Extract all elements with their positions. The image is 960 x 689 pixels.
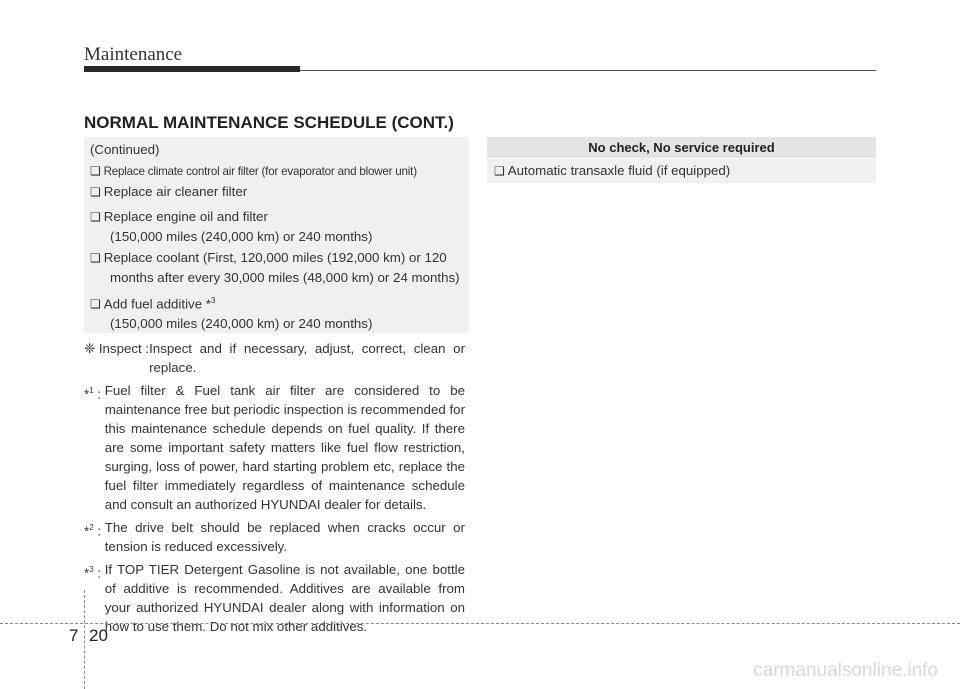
footnotes — [84, 339, 465, 640]
checkbox-icon: ❑ — [90, 210, 101, 224]
footnote-3: *$^3$ : If TOP TIER Detergent Gasoline is not available, one bottle of additive is recommended. Additives are available from your authorized HYUNDAI dealer along with information on how to use them. Do not mix other additives. — [84, 562, 465, 634]
service-item: ❑ Replace coolant (First, 120,000 miles (192,000 km) or 120 months after every 30,000 miles (48,000 km) or 24 months) — [90, 250, 460, 285]
footer-horizontal-rule — [0, 623, 960, 624]
header-rule — [300, 70, 876, 71]
footnote-inspect: ❈ Inspect : Inspect and if necessary, adjust, correct, clean or replace. — [84, 341, 465, 375]
checkbox-icon: ❑ — [90, 164, 101, 178]
section-title: NORMAL MAINTENANCE SCHEDULE (CONT.) — [84, 113, 454, 132]
header-bar — [84, 66, 300, 72]
continued-label: (Continued) — [90, 142, 160, 157]
service-item: ❑ Add fuel additive *$^3$ (150,000 miles (240,000 km) or 240 months) — [90, 296, 373, 332]
header-title: Maintenance — [84, 44, 183, 65]
service-item: ❑ Replace climate control air filter (for evaporator and blower unit) — [90, 164, 417, 178]
no-service-box — [487, 137, 876, 183]
chapter-number: 7 — [69, 626, 79, 645]
service-box — [84, 137, 469, 333]
checkbox-icon: ❑ — [494, 164, 505, 178]
service-item: ❑ Replace air cleaner filter — [90, 184, 248, 199]
service-item: ❑ Replace engine oil and filter (150,000 miles (240,000 km) or 240 months) — [90, 209, 373, 244]
footer-vertical-rule — [84, 590, 85, 689]
checkbox-icon: ❑ — [90, 297, 101, 312]
watermark: carmanualsonline.info — [753, 660, 938, 681]
checkbox-icon: ❑ — [90, 251, 101, 265]
checkbox-icon: ❑ — [90, 185, 101, 199]
no-service-header: No check, No service required — [487, 137, 876, 158]
service-item: ❑ Automatic transaxle fluid (if equipped) — [487, 159, 876, 183]
footnote-2: *$^2$ : The drive belt should be replaced when cracks occur or tension is reduced excessively. — [84, 520, 465, 554]
page-number: 20 — [89, 626, 108, 645]
footnote-1: *$^1$ : Fuel filter & Fuel tank air filter are considered to be maintenance free but periodic inspection is recommended for this maintenance schedule depends on fuel quality. If there are some important safety matters like fuel flow restriction, surging, loss of power, hard starting problem etc, replace the fuel filter immediately regardless of maintenance schedule and consult an authorized HYUNDAI dealer for details. — [84, 383, 465, 512]
